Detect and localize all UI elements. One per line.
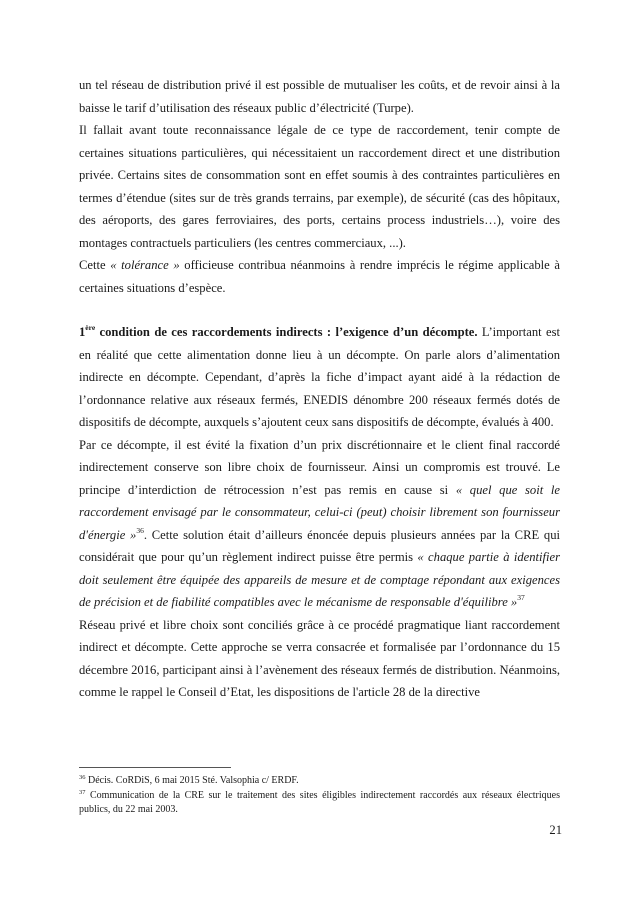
paragraph-tolerance: [79, 254, 560, 299]
body-text: [79, 74, 560, 704]
condition-number: 1: [79, 325, 86, 339]
paragraph-conclusion: Réseau privé et libre choix sont conciliés grâce à ce procédé pragmatique liant raccordement indirect et décompte. Cette approche se verra consacrée et formalisée par l’ordonnance du 15 décembre 2016, participant ainsi à l’avènement des réseaux fermés de distribution. Néanmoins, comme le rappel le Conseil d’Etat, les dispositions de l'article 28 de la directive: [79, 617, 560, 699]
paragraph-intro: un tel réseau de distribution privé il est possible de mutualiser les coûts, et de revoir ainsi à la baisse le tarif d’utilisation des réseaux public d’électricité (Turpe).: [79, 78, 560, 115]
condition-heading-text: condition de ces raccordements indirects : l’exigence d’un décompte.: [95, 325, 478, 339]
italic-quote: « tolérance »: [110, 258, 180, 272]
paragraph-context: Il fallait avant toute reconnaissance légale de ce type de raccordement, tenir compte de certaines situations particulières, qui nécessitaient un raccordement direct et une distribution privée. Certains sites de consommation sont en effet soumis à des contraintes particulières en termes d’étendue (sites sur de très grands terrains, par exemple), de sécurité (cas des hôpitaux, des aéroports, des gares ferroviaires, des ports, certains process industriels…), voire des montages contractuels particuliers (les centres commerciaux, ...).: [79, 123, 560, 250]
text-segment: Cette: [79, 258, 111, 272]
footnote-36: [79, 774, 560, 789]
footnote-37: [79, 789, 560, 818]
paragraph-first-condition: [79, 321, 560, 434]
text-segment: . Cette solution était d’ailleurs énoncée depuis plusieurs années par la CRE qui considérait que pour qu’un règlement indirect puisse être permis: [79, 527, 561, 564]
condition-heading: [79, 325, 478, 339]
paragraph-decompte: [79, 434, 560, 614]
text-segment: L’important est en réalité que cette alimentation donne lieu à un décompte. On parle alors d’alimentation indirecte en décompte. Cependant, d’après la fiche d’impact ayant aidé à la rédaction de l’ordonnance relative aux réseaux fermés, ENEDIS dénombre 200 réseaux fermés dotés de dispositifs de décompte, auxquels s’ajoutent ceux sans dispositifs de décompte, évalués à 400.: [79, 325, 560, 429]
footnote-ref-37[interactable]: 37: [517, 593, 525, 602]
text-segment: officieuse contribua néanmoins à rendre imprécis le régime applicable à certaines situations d’espèce.: [79, 258, 560, 295]
ordinal-superscript: ère: [85, 323, 96, 332]
text-segment: Par ce décompte, il est évité la fixation d’un prix discrétionnaire et le client final raccordé indirectement conserve son libre choix de fournisseur. Ainsi un compromis est trouvé. Le principe d’interdiction de rétrocession n’est pas remis en cause si: [79, 437, 560, 497]
footnote-ref-36[interactable]: 36: [136, 525, 144, 535]
footnotes: [79, 774, 560, 818]
footnote-separator: [79, 767, 231, 768]
footnote-number: 37: [79, 788, 86, 796]
footnote-text: Communication de la CRE sur le traitement des sites éligibles indirectement raccordés aux réseaux électriques publics, du 22 mai 2003.: [79, 789, 560, 815]
footnote-text: Décis. CoRDiS, 6 mai 2015 Sté. Valsophia c/ ERDF.: [85, 775, 299, 786]
italic-quote: « chaque partie à identifier doit seulement être équipée des appareils de mesure et de comptage répondant aux exigences de précision et de fiabilité compatibles avec le mécanisme de responsable d'équilibre »: [79, 550, 560, 609]
paragraph-gap: [79, 299, 560, 321]
page-number: 21: [549, 823, 562, 837]
footnote-number: 36: [79, 774, 86, 781]
italic-quote: « quel que soit le raccordement envisagé par le consommateur, celui-ci (peut) choisir librement son fournisseur d'énergie »: [79, 482, 560, 542]
